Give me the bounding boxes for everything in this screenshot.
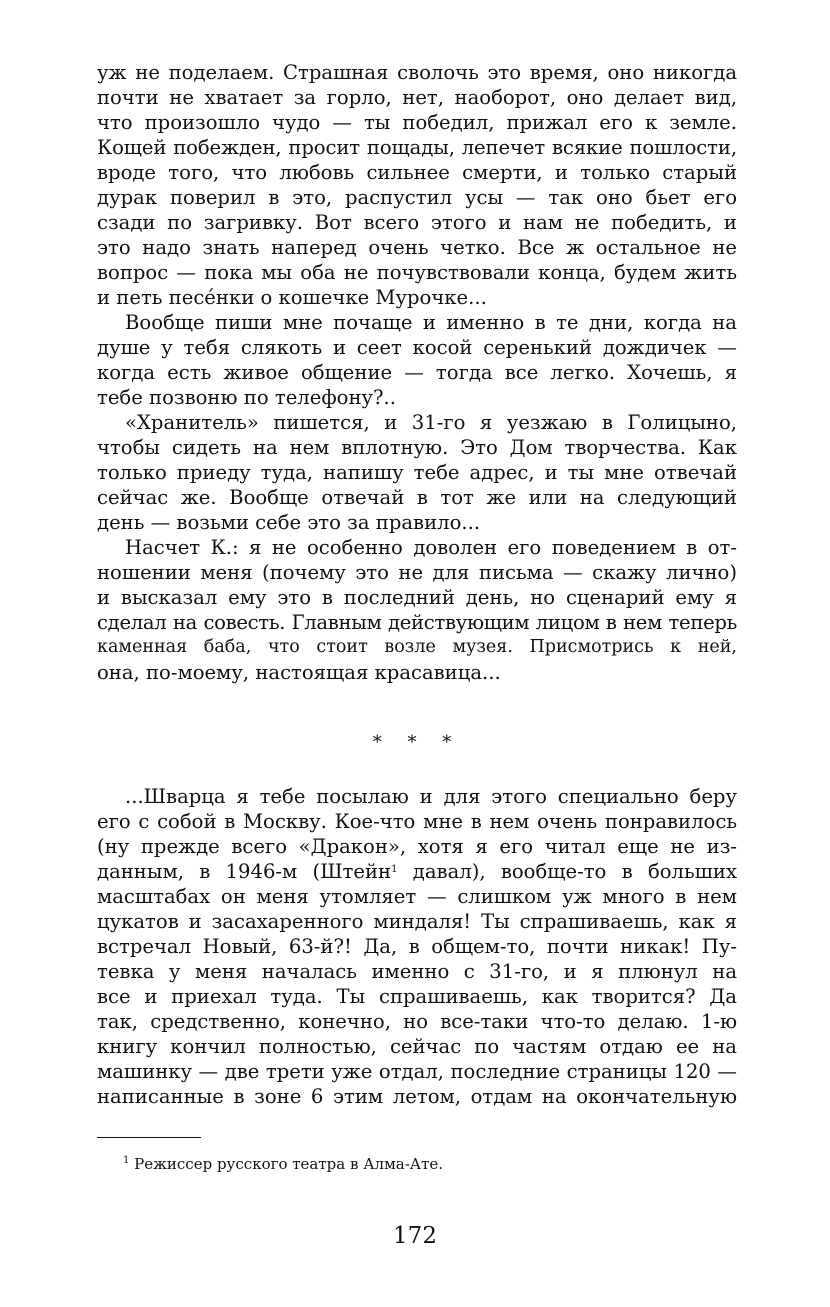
text-line: все и приехал туда. Ты спрашиваешь, как творится? Да [97,985,737,1008]
footnote [123,1154,443,1174]
text-line: цукатов и засахаренного миндаля! Ты спрашиваешь, как я [97,910,737,933]
footnote-reference: 1 [391,864,398,875]
text-line-start: данным, в 1946-м (Штейн [97,860,392,883]
text-line-end: давал), вообще-то в больших [397,860,737,883]
text-line: только приеду туда, напишу тебе адрес, и ты мне отвечай [97,461,737,484]
text-line-with-footnote-ref [97,859,737,884]
text-line: и петь песéнки о кошечке Мурочке... [97,286,487,309]
text-line: тебе позвоню по телефону?.. [97,386,397,409]
text-line: уж не поделаем. Страшная сволочь это время, оно никогда [97,61,737,84]
text-line: чтобы сидеть на нем вплотную. Это Дом творчества. Как [97,436,737,459]
text-line: что произошло чудо — ты победил, прижал его к земле. [97,111,737,134]
text-line: когда есть живое общение — тогда все легко. Хочешь, я [97,361,737,384]
text-line: душе у тебя слякоть и сеет косой серенький дождичек — [97,336,737,359]
footnote-marker: 1 [123,1155,130,1166]
text-line: машинку — две трети уже отдал, последние страницы 120 — [97,1060,737,1083]
text-line: почти не хватает за горло, нет, наоборот, оно делает вид, [97,86,737,109]
text-line: тевка у меня началась именно с 31-го, и я плюнул на [97,960,737,983]
text-line: вроде того, что любовь сильнее смерти, и только старый [97,161,737,184]
footnote-divider [97,1137,201,1138]
page-number: 172 [393,1223,437,1249]
text-line: так, средственно, конечно, но все-таки что-то делаю. 1-ю [97,1010,737,1033]
text-line: Вообще пиши мне почаще и именно в те дни, когда на [125,311,737,334]
text-line: она, по-моему, настоящая красавица... [97,661,501,684]
text-line: это надо знать наперед очень четко. Все ж остальное не [97,236,737,259]
section-separator: * * * [372,732,462,753]
text-line: его с собой в Москву. Кое-что мне в нем очень понравилось [97,810,737,833]
text-line: написанные в зоне 6 этим летом, отдам на окончательную [97,1085,737,1108]
text-line: встречал Новый, 63-й?! Да, в общем-то, почти никак! Пу- [97,935,737,958]
text-line: масштабах он меня утомляет — слишком уж много в нем [97,885,737,908]
text-line: сзади по загривку. Вот всего этого и нам не победить, и [97,211,737,234]
text-line: «Хранитель» пишется, и 31-го я уезжаю в Голицыно, [125,411,737,434]
text-line: дурак поверил в это, распустил усы — так оно бьет его [97,186,737,209]
text-line: Кощей побежден, просит пощады, лепечет всякие пошлости, [97,136,737,159]
text-line: ношении меня (почему это не для письма — скажу лично) [97,561,737,584]
text-block-1 [97,60,737,685]
text-line: каменная баба, что стоит возле музея. Присмотрись к ней, [97,637,737,657]
text-line: Насчет К.: я не особенно доволен его поведением в от- [125,536,737,559]
text-line: день — возьми себе это за правило... [97,511,481,534]
page-body [97,60,737,1108]
text-line: книгу кончил полностью, сейчас по частям отдаю ее на [97,1035,737,1058]
text-block-2 [97,784,737,1109]
text-line: (ну прежде всего «Дракон», хотя я его читал еще не из- [97,835,737,858]
text-line: сейчас же. Вообще отвечай в тот же или на следующий [97,486,737,509]
text-line: вопрос — пока мы оба не почувствовали конца, будем жить [97,261,737,284]
text-line: сделал на совесть. Главным действующим лицом в нем теперь [97,611,737,634]
text-line: и высказал ему это в последний день, но сценарий ему я [97,586,737,609]
footnote-text: Режиссер русского театра в Алма-Ате. [129,1155,444,1173]
text-line: ...Шварца я тебе посылаю и для этого специально беру [125,785,737,808]
